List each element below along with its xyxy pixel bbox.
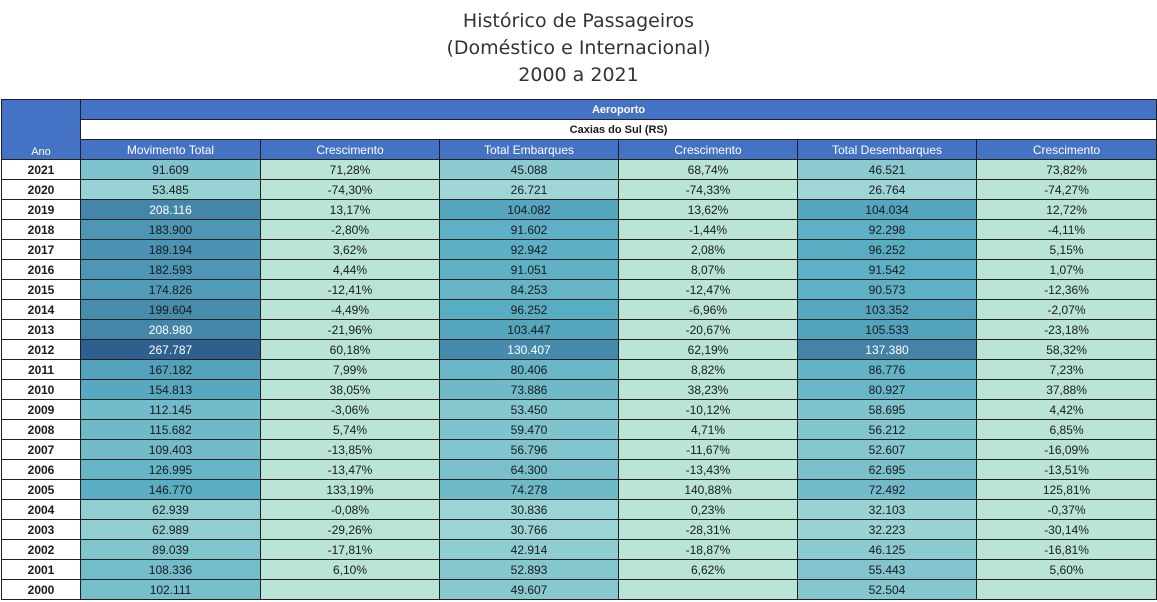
column-header-crescimento-desembarques: Crescimento (977, 140, 1157, 160)
growth-cell: -28,31% (619, 520, 798, 540)
growth-cell: -12,36% (977, 280, 1157, 300)
value-cell: 104.034 (798, 200, 977, 220)
year-cell: 2002 (2, 540, 81, 560)
growth-cell: 7,99% (261, 360, 440, 380)
value-cell: 96.252 (798, 240, 977, 260)
year-cell: 2000 (2, 580, 81, 600)
growth-cell: -12,41% (261, 280, 440, 300)
growth-cell: 60,18% (261, 340, 440, 360)
value-cell: 52.504 (798, 580, 977, 600)
value-cell: 80.927 (798, 380, 977, 400)
growth-cell: 6,85% (977, 420, 1157, 440)
growth-cell: 8,82% (619, 360, 798, 380)
value-cell: 102.111 (81, 580, 261, 600)
value-cell: 104.082 (440, 200, 619, 220)
table-row (2, 240, 1157, 260)
growth-cell: -4,11% (977, 220, 1157, 240)
growth-cell: -3,06% (261, 400, 440, 420)
value-cell: 146.770 (81, 480, 261, 500)
value-cell: 52.893 (440, 560, 619, 580)
growth-cell: -30,14% (977, 520, 1157, 540)
value-cell: 53.485 (81, 180, 261, 200)
value-cell: 91.602 (440, 220, 619, 240)
table-row (2, 500, 1157, 520)
growth-cell: -16,09% (977, 440, 1157, 460)
value-cell: 130.407 (440, 340, 619, 360)
value-cell: 92.298 (798, 220, 977, 240)
column-header-movimento-total: Movimento Total (81, 140, 261, 160)
growth-cell: 125,81% (977, 480, 1157, 500)
growth-cell: -74,27% (977, 180, 1157, 200)
table-row (2, 200, 1157, 220)
table-row (2, 380, 1157, 400)
growth-cell: 68,74% (619, 160, 798, 180)
growth-cell: -20,67% (619, 320, 798, 340)
value-cell: 183.900 (81, 220, 261, 240)
value-cell: 115.682 (81, 420, 261, 440)
growth-cell (261, 580, 440, 600)
growth-cell: -74,30% (261, 180, 440, 200)
growth-cell: -17,81% (261, 540, 440, 560)
growth-cell: -23,18% (977, 320, 1157, 340)
table-row (2, 460, 1157, 480)
growth-cell: -13,85% (261, 440, 440, 460)
value-cell: 53.450 (440, 400, 619, 420)
growth-cell: 38,23% (619, 380, 798, 400)
value-cell: 84.253 (440, 280, 619, 300)
value-cell: 30.766 (440, 520, 619, 540)
growth-cell: 1,07% (977, 260, 1157, 280)
growth-cell: 73,82% (977, 160, 1157, 180)
value-cell: 56.212 (798, 420, 977, 440)
value-cell: 174.826 (81, 280, 261, 300)
growth-cell: 8,07% (619, 260, 798, 280)
growth-cell: 4,71% (619, 420, 798, 440)
table-row (2, 280, 1157, 300)
growth-cell: 5,74% (261, 420, 440, 440)
value-cell: 182.593 (81, 260, 261, 280)
growth-cell: -13,47% (261, 460, 440, 480)
value-cell: 73.886 (440, 380, 619, 400)
value-cell: 103.447 (440, 320, 619, 340)
value-cell: 56.796 (440, 440, 619, 460)
growth-cell: 37,88% (977, 380, 1157, 400)
growth-cell: -0,37% (977, 500, 1157, 520)
growth-cell: -12,47% (619, 280, 798, 300)
growth-cell: 62,19% (619, 340, 798, 360)
value-cell: 32.223 (798, 520, 977, 540)
value-cell: 126.995 (81, 460, 261, 480)
year-cell: 2007 (2, 440, 81, 460)
value-cell: 74.278 (440, 480, 619, 500)
column-header-crescimento-total: Crescimento (261, 140, 440, 160)
year-cell: 2012 (2, 340, 81, 360)
year-cell: 2014 (2, 300, 81, 320)
growth-cell: 4,44% (261, 260, 440, 280)
year-cell: 2021 (2, 160, 81, 180)
value-cell: 55.443 (798, 560, 977, 580)
year-cell: 2006 (2, 460, 81, 480)
city-header: Caxias do Sul (RS) (81, 120, 1157, 140)
table-row (2, 340, 1157, 360)
value-cell: 49.607 (440, 580, 619, 600)
value-cell: 72.492 (798, 480, 977, 500)
growth-cell: 133,19% (261, 480, 440, 500)
table-row (2, 180, 1157, 200)
value-cell: 137.380 (798, 340, 977, 360)
growth-cell: 5,15% (977, 240, 1157, 260)
value-cell: 62.989 (81, 520, 261, 540)
value-cell: 64.300 (440, 460, 619, 480)
value-cell: 91.051 (440, 260, 619, 280)
year-cell: 2015 (2, 280, 81, 300)
year-cell: 2019 (2, 200, 81, 220)
value-cell: 30.836 (440, 500, 619, 520)
growth-cell: -4,49% (261, 300, 440, 320)
table-row (2, 300, 1157, 320)
year-cell: 2001 (2, 560, 81, 580)
growth-cell: 13,62% (619, 200, 798, 220)
value-cell: 62.695 (798, 460, 977, 480)
table-row (2, 220, 1157, 240)
growth-cell: 4,42% (977, 400, 1157, 420)
growth-cell: 6,10% (261, 560, 440, 580)
value-cell: 26.721 (440, 180, 619, 200)
value-cell: 199.604 (81, 300, 261, 320)
growth-cell: 58,32% (977, 340, 1157, 360)
table-row (2, 440, 1157, 460)
growth-cell: -1,44% (619, 220, 798, 240)
value-cell: 46.125 (798, 540, 977, 560)
value-cell: 89.039 (81, 540, 261, 560)
growth-cell: 140,88% (619, 480, 798, 500)
growth-cell: 12,72% (977, 200, 1157, 220)
table-row (2, 400, 1157, 420)
value-cell: 189.194 (81, 240, 261, 260)
table-row (2, 360, 1157, 380)
value-cell: 86.776 (798, 360, 977, 380)
growth-cell: 13,17% (261, 200, 440, 220)
growth-cell: 6,62% (619, 560, 798, 580)
passenger-history-table (1, 99, 1157, 600)
page-title (0, 0, 1157, 98)
table-row (2, 560, 1157, 580)
year-cell: 2009 (2, 400, 81, 420)
column-header-total-desembarques: Total Desembarques (798, 140, 977, 160)
column-header-total-embarques: Total Embarques (440, 140, 619, 160)
year-cell: 2003 (2, 520, 81, 540)
value-cell: 62.939 (81, 500, 261, 520)
value-cell: 96.252 (440, 300, 619, 320)
value-cell: 208.980 (81, 320, 261, 340)
growth-cell: 3,62% (261, 240, 440, 260)
year-cell: 2010 (2, 380, 81, 400)
value-cell: 45.088 (440, 160, 619, 180)
growth-cell: 71,28% (261, 160, 440, 180)
table-row (2, 520, 1157, 540)
value-cell: 108.336 (81, 560, 261, 580)
table-row (2, 420, 1157, 440)
growth-cell: -13,51% (977, 460, 1157, 480)
growth-cell: -16,81% (977, 540, 1157, 560)
year-column-header: Ano (2, 100, 81, 160)
growth-cell: -18,87% (619, 540, 798, 560)
column-header-crescimento-embarques: Crescimento (619, 140, 798, 160)
growth-cell: -6,96% (619, 300, 798, 320)
value-cell: 109.403 (81, 440, 261, 460)
value-cell: 105.533 (798, 320, 977, 340)
value-cell: 90.573 (798, 280, 977, 300)
value-cell: 103.352 (798, 300, 977, 320)
table-row (2, 260, 1157, 280)
value-cell: 32.103 (798, 500, 977, 520)
growth-cell: 5,60% (977, 560, 1157, 580)
growth-cell: -10,12% (619, 400, 798, 420)
growth-cell (619, 580, 798, 600)
table-body (2, 160, 1157, 600)
value-cell: 154.813 (81, 380, 261, 400)
year-cell: 2008 (2, 420, 81, 440)
growth-cell: 2,08% (619, 240, 798, 260)
year-cell: 2005 (2, 480, 81, 500)
value-cell: 267.787 (81, 340, 261, 360)
year-cell: 2016 (2, 260, 81, 280)
growth-cell: 38,05% (261, 380, 440, 400)
value-cell: 91.542 (798, 260, 977, 280)
growth-cell: -13,43% (619, 460, 798, 480)
growth-cell (977, 580, 1157, 600)
value-cell: 208.116 (81, 200, 261, 220)
year-cell: 2011 (2, 360, 81, 380)
value-cell: 91.609 (81, 160, 261, 180)
title-line-1: Histórico de Passageiros (462, 10, 695, 32)
airport-group-header: Aeroporto (81, 100, 1157, 120)
value-cell: 112.145 (81, 400, 261, 420)
title-line-2: (Doméstico e Internacional) (446, 37, 711, 59)
growth-cell: -11,67% (619, 440, 798, 460)
value-cell: 80.406 (440, 360, 619, 380)
value-cell: 92.942 (440, 240, 619, 260)
growth-cell: -2,80% (261, 220, 440, 240)
growth-cell: -0,08% (261, 500, 440, 520)
table-row (2, 540, 1157, 560)
growth-cell: -74,33% (619, 180, 798, 200)
value-cell: 58.695 (798, 400, 977, 420)
value-cell: 42.914 (440, 540, 619, 560)
growth-cell: 7,23% (977, 360, 1157, 380)
growth-cell: 0,23% (619, 500, 798, 520)
growth-cell: -21,96% (261, 320, 440, 340)
table-row (2, 580, 1157, 600)
value-cell: 26.764 (798, 180, 977, 200)
table-row (2, 320, 1157, 340)
year-cell: 2018 (2, 220, 81, 240)
table-row (2, 480, 1157, 500)
growth-cell: -2,07% (977, 300, 1157, 320)
year-cell: 2004 (2, 500, 81, 520)
year-cell: 2017 (2, 240, 81, 260)
table-row (2, 160, 1157, 180)
year-cell: 2020 (2, 180, 81, 200)
year-cell: 2013 (2, 320, 81, 340)
value-cell: 59.470 (440, 420, 619, 440)
title-line-3: 2000 a 2021 (518, 64, 639, 86)
value-cell: 46.521 (798, 160, 977, 180)
value-cell: 52.607 (798, 440, 977, 460)
value-cell: 167.182 (81, 360, 261, 380)
growth-cell: -29,26% (261, 520, 440, 540)
